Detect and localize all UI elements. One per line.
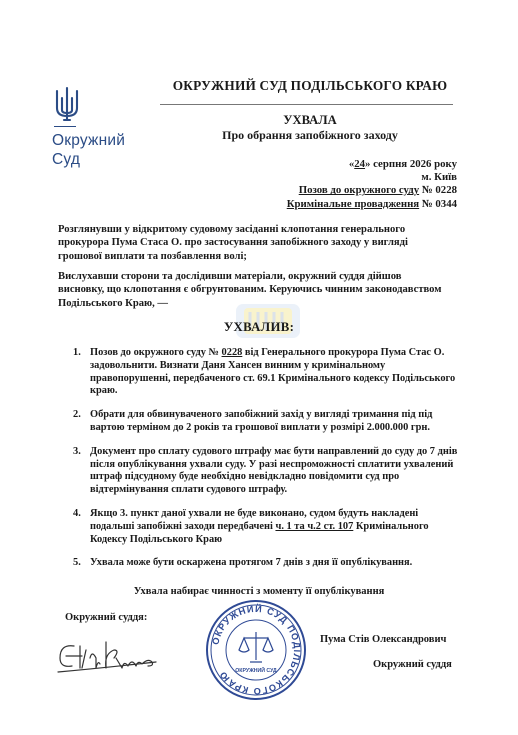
item-text-post: Кримінального Кодексу Подільського Краю: [90, 520, 429, 545]
logo-divider: [54, 126, 76, 127]
claim-number: № 0228: [421, 184, 457, 197]
item-number: 1.: [73, 347, 81, 358]
item-number: 4.: [73, 507, 81, 519]
item-text: Ухвала може бути оскаржена протягом 7 днів з дня її опублікування.: [90, 557, 413, 569]
document-date: [287, 158, 457, 171]
document-subject: Про обрання запобіжного заходу: [222, 128, 398, 142]
criminal-label: Кримінальне провадження: [286, 197, 420, 210]
judge-name: Пума Стів Олександрович: [320, 634, 447, 645]
criminal-case-line: [287, 198, 457, 211]
resolution-item: [73, 347, 460, 398]
signature-image: [52, 628, 162, 678]
document-type: УХВАЛА: [283, 113, 337, 127]
seal-ring-text: ОКРУЖНИЙ СУД ПОДІЛЬСЬКОГО КРАЮ: [210, 603, 303, 697]
date-rest: » серпня 2026 року: [365, 158, 457, 170]
resolution-item: [73, 409, 460, 435]
judge-label: Окружний суддя:: [65, 612, 148, 623]
document-meta: [287, 158, 457, 211]
resolution-item: [73, 557, 460, 570]
item-text-pre: Якщо 3. пункт даної ухвали не буде виконано, судом будуть накладені подальші запобіжні заходи передбачені: [90, 507, 419, 532]
scales-icon: [239, 632, 273, 662]
resolution-item: [73, 445, 460, 497]
item-number: 5.: [73, 557, 81, 569]
claim-number-line: [287, 184, 457, 197]
findings-paragraph: Вислухавши сторони та дослідивши матеріали, окружний суддя дійшов висновку, що клопотання є обгрунтованим. Керуючись чинним законодавством Подільського Краю, —: [58, 271, 442, 309]
effective-note: Ухвала набирає чинності з моменту її опублікування: [133, 586, 385, 597]
header-divider: [160, 104, 453, 105]
item-text-pre: Позов до окружного суду №: [90, 347, 222, 358]
decided-heading: УХВАЛИВ:: [223, 320, 295, 334]
judge-role: Окружний суддя: [373, 659, 452, 670]
logo-text-line2: Суд: [52, 151, 81, 168]
court-logo: [52, 86, 126, 169]
item-article-link[interactable]: ч. 1 та ч.2 ст. 107: [275, 520, 354, 532]
criminal-number: № 0344: [421, 197, 457, 210]
resolution-item: [73, 507, 460, 546]
trident-icon: [54, 86, 80, 122]
date-day: 24: [354, 158, 366, 170]
seal-center-text: ОКРУЖНИЙ СУД: [235, 668, 277, 674]
item-number: 2.: [73, 409, 81, 421]
document-city: м. Київ: [421, 171, 457, 184]
court-seal: [204, 598, 308, 702]
resolution-list: [73, 347, 460, 581]
intro-paragraph: Розглянувши у відкритому судовому засіданні клопотання генерального прокурора Пума Стаса О. про застосування запобіжного заходу у вигляді грошової виплати та позбавлення волі;: [58, 224, 408, 262]
date-open-quote: «: [348, 158, 355, 170]
item-case-link[interactable]: 0228: [221, 347, 243, 358]
logo-text-line1: Окружний: [52, 132, 126, 149]
item-text-post: від Генерального прокурора Пума Стас О. задовольнити. Визнати Даня Хансен винним у кримінальному правопорушенні, передбаченого ст. 69.1 Кримінального кодексу Подільського краю.: [90, 347, 456, 397]
item-text: Обрати для обвинуваченого запобіжний захід у вигляді тримання під під вартою терміном до 2 років та грошової виплати у розмірі 2.000.000 грн.: [90, 409, 433, 433]
court-name: ОКРУЖНИЙ СУД ПОДІЛЬСЬКОГО КРАЮ: [172, 78, 448, 93]
item-text: Документ про сплату судового штрафу має бути направлений до суду до 7 днів після опублікування ухвали суду. У разі неспроможності сплатити ухвалений штраф підсудному буде необхідно невідкладно повідомити суд про відтермінування сплати судового штрафу.: [90, 445, 458, 496]
item-number: 3.: [73, 445, 81, 457]
claim-label: Позов до окружного суду: [298, 184, 420, 197]
